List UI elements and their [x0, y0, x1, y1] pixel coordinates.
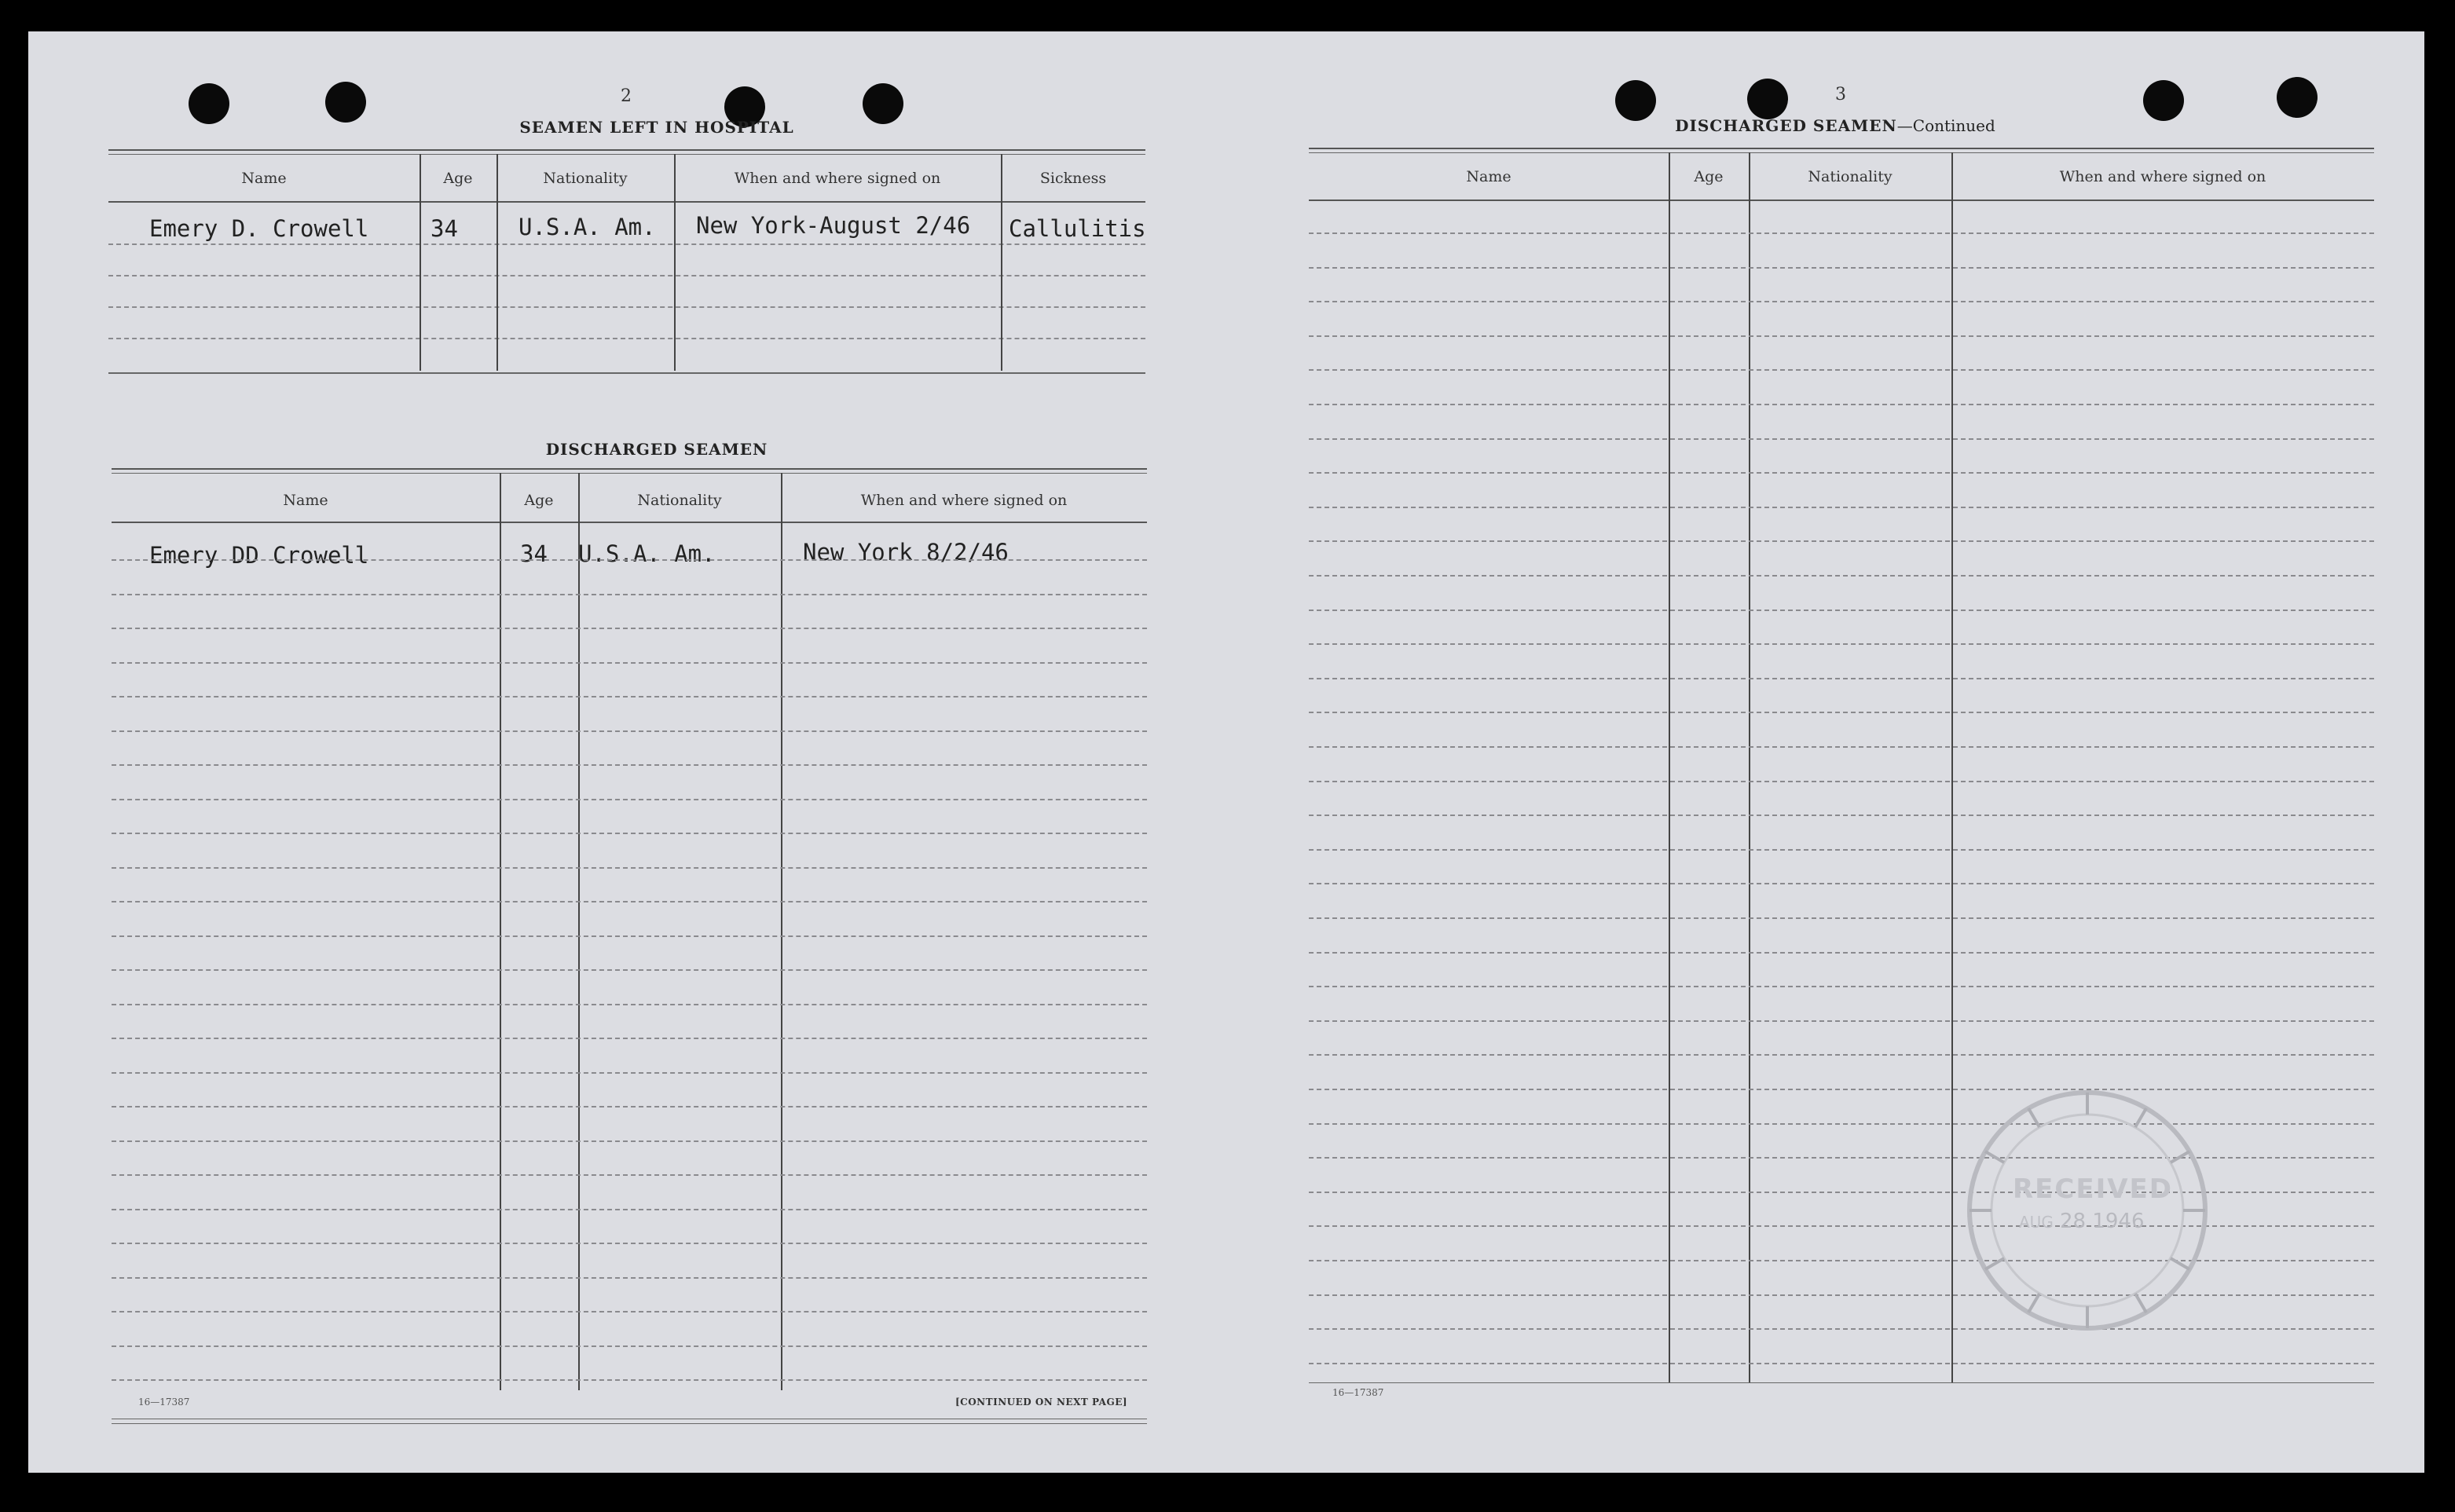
discharged-title: DISCHARGED SEAMEN: [545, 440, 768, 459]
ruled-line: [1309, 540, 2374, 542]
ruled-line: [112, 867, 1147, 869]
received-stamp: [1958, 1081, 2217, 1340]
ruled-line: [1309, 267, 2374, 269]
ruled-line: [112, 1072, 1147, 1074]
discharged-age-cell: 34: [520, 540, 548, 567]
ruled-line: [1309, 575, 2374, 577]
ruled-line: [1309, 232, 2374, 234]
punch-hole: [189, 83, 229, 124]
ruled-line: [1309, 438, 2374, 440]
header-age: Age: [524, 492, 554, 509]
ruled-line: [112, 1004, 1147, 1005]
ruled-line: [1309, 746, 2374, 748]
ruled-line: [1309, 952, 2374, 954]
hospital-signed-on-cell: New York-August 2/46: [696, 212, 971, 239]
hospital-sickness-cell: Callulitis: [1009, 215, 1146, 242]
ruled-line: [1309, 986, 2374, 987]
form-number: 16—17387: [1332, 1387, 1384, 1398]
ruled-line: [112, 696, 1147, 697]
ruled-line: [112, 799, 1147, 800]
continued-note: [CONTINUED ON NEXT PAGE]: [955, 1397, 1128, 1408]
header-nationality: Nationality: [1808, 168, 1893, 185]
hospital-table: [108, 149, 1145, 456]
discharged-name-cell: Emery DD Crowell: [149, 542, 369, 569]
header-nationality: Nationality: [543, 170, 628, 187]
punch-hole: [863, 83, 903, 124]
ruled-line: [1309, 301, 2374, 302]
ruled-line: [112, 764, 1147, 766]
punch-hole: [2277, 77, 2318, 118]
ruled-line: [1309, 678, 2374, 679]
ruled-line: [1309, 1363, 2374, 1364]
punch-hole: [1615, 80, 1656, 121]
ruled-line: [112, 628, 1147, 629]
ruled-line: [112, 1277, 1147, 1279]
ruled-line: [112, 969, 1147, 971]
ruled-line: [1309, 781, 2374, 782]
punch-hole: [2143, 80, 2184, 121]
discharged-continued-title: [1599, 116, 2071, 135]
header-signed-on: When and where signed on: [734, 170, 941, 187]
ruled-line: [112, 1174, 1147, 1176]
header-age: Age: [1694, 168, 1724, 185]
page-number: 2: [621, 86, 632, 106]
ruled-line: [112, 1209, 1147, 1210]
ruled-line: [112, 1038, 1147, 1039]
ruled-line: [1309, 507, 2374, 508]
ruled-line: [1309, 369, 2374, 371]
title-suffix: —Continued: [1896, 116, 1995, 135]
hospital-nationality-cell: U.S.A. Am.: [518, 214, 656, 240]
header-name: Name: [1466, 168, 1511, 185]
stamp-date: 28 1946: [2060, 1210, 2145, 1233]
punch-hole: [325, 82, 366, 123]
discharged-signed-on-cell: New York 8/2/46: [803, 539, 1009, 566]
ruled-line: [112, 901, 1147, 902]
ruled-line: [112, 1243, 1147, 1244]
ruled-line: [1309, 335, 2374, 337]
ruled-line: [1309, 643, 2374, 645]
header-signed-on: When and where signed on: [2059, 168, 2266, 185]
ruled-line: [112, 559, 1147, 561]
header-signed-on: When and where signed on: [860, 492, 1068, 509]
discharged-nationality-cell: U.S.A. Am.: [578, 540, 716, 567]
ruled-line: [1309, 404, 2374, 405]
document-sheet: [28, 31, 2424, 1473]
title-main: DISCHARGED SEAMEN: [1675, 116, 1897, 135]
ruled-line: [1309, 883, 2374, 884]
ruled-line: [112, 1140, 1147, 1142]
ruled-line: [1309, 815, 2374, 816]
ruled-line: [112, 935, 1147, 937]
ruled-line: [1309, 472, 2374, 474]
discharged-table: [112, 468, 1147, 1434]
header-name: Name: [283, 492, 328, 509]
punch-hole: [1747, 79, 1788, 119]
ruled-line: [112, 1106, 1147, 1107]
header-nationality: Nationality: [637, 492, 722, 509]
hospital-age-cell: 34: [431, 215, 458, 242]
ruled-line: [112, 1345, 1147, 1347]
ruled-line: [112, 662, 1147, 664]
ruled-line: [112, 1311, 1147, 1312]
hospital-name-cell: Emery D. Crowell: [149, 215, 369, 242]
ruled-line: [1309, 712, 2374, 713]
ruled-line: [1309, 610, 2374, 611]
ruled-line: [112, 1379, 1147, 1381]
header-age: Age: [443, 170, 473, 187]
header-sickness: Sickness: [1039, 170, 1107, 187]
ruled-line: [1309, 849, 2374, 851]
ruled-line: [112, 730, 1147, 732]
form-number: 16—17387: [138, 1397, 190, 1408]
ruled-line: [112, 594, 1147, 595]
ruled-line: [112, 833, 1147, 834]
stamp-text: RECEIVED: [2013, 1173, 2173, 1205]
ruled-line: [1309, 917, 2374, 919]
stamp-month: AUG: [2019, 1213, 2054, 1232]
ruled-line: [1309, 1054, 2374, 1056]
hospital-title: SEAMEN LEFT IN HOSPITAL: [519, 118, 794, 137]
header-name: Name: [241, 170, 287, 187]
page-number: 3: [1835, 85, 1846, 104]
ruled-line: [1309, 1020, 2374, 1022]
